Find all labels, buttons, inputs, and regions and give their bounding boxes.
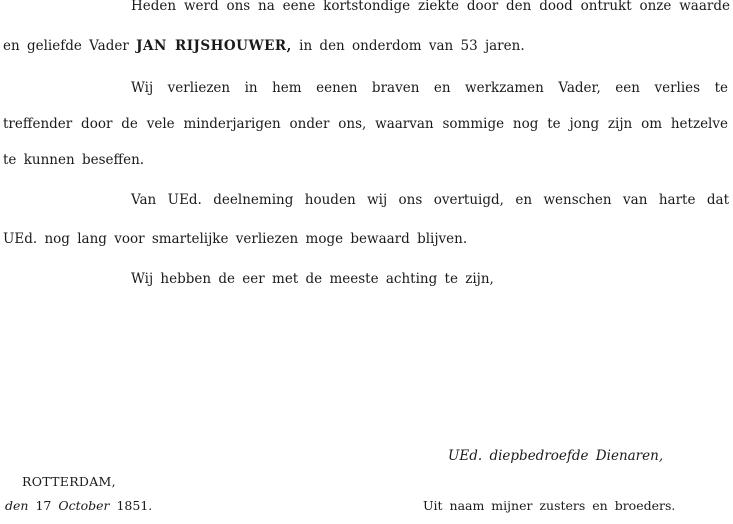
date-line — [5, 500, 152, 513]
letter-line-5: te kunnen beseffen. — [3, 152, 145, 168]
letter-line-2 — [3, 40, 525, 54]
letter-line-1: Heden werd ons na eene kortstondige ziekte door den dood ontrukt onze waarde — [131, 0, 730, 14]
letter-line-4: treffender door de vele minderjarigen onder ons, waarvan sommige nog te jong zijn om hetzelve — [3, 116, 728, 132]
deceased-name: JAN RIJSHOUWER, — [136, 38, 292, 54]
letter-line-2-end: in den onderdom van 53 jaren. — [299, 38, 525, 54]
date-prefix: den — [5, 498, 29, 513]
letter-line-7: UEd. nog lang voor smartelijke verliezen moge bewaard blijven. — [3, 231, 468, 247]
behalf-line: Uit naam mijner zusters en broeders. — [423, 498, 676, 513]
letter-line-3: Wij verliezen in hem eenen braven en werkzamen Vader, een verlies te — [131, 80, 728, 96]
place-name: ROTTERDAM, — [22, 474, 116, 489]
date-month: October — [58, 498, 110, 513]
date-day: 17 — [35, 498, 52, 513]
date-year: 1851. — [116, 498, 153, 513]
letter-line-6: Van UEd. deelneming houden wij ons overtuigd, en wenschen van harte dat — [131, 192, 729, 208]
letter-line-8: Wij hebben de eer met de meeste achting te zijn, — [131, 271, 494, 287]
signature-line: UEd. diepbedroefde Dienaren, — [448, 448, 664, 464]
letter-line-2-start: en geliefde Vader — [3, 38, 129, 54]
